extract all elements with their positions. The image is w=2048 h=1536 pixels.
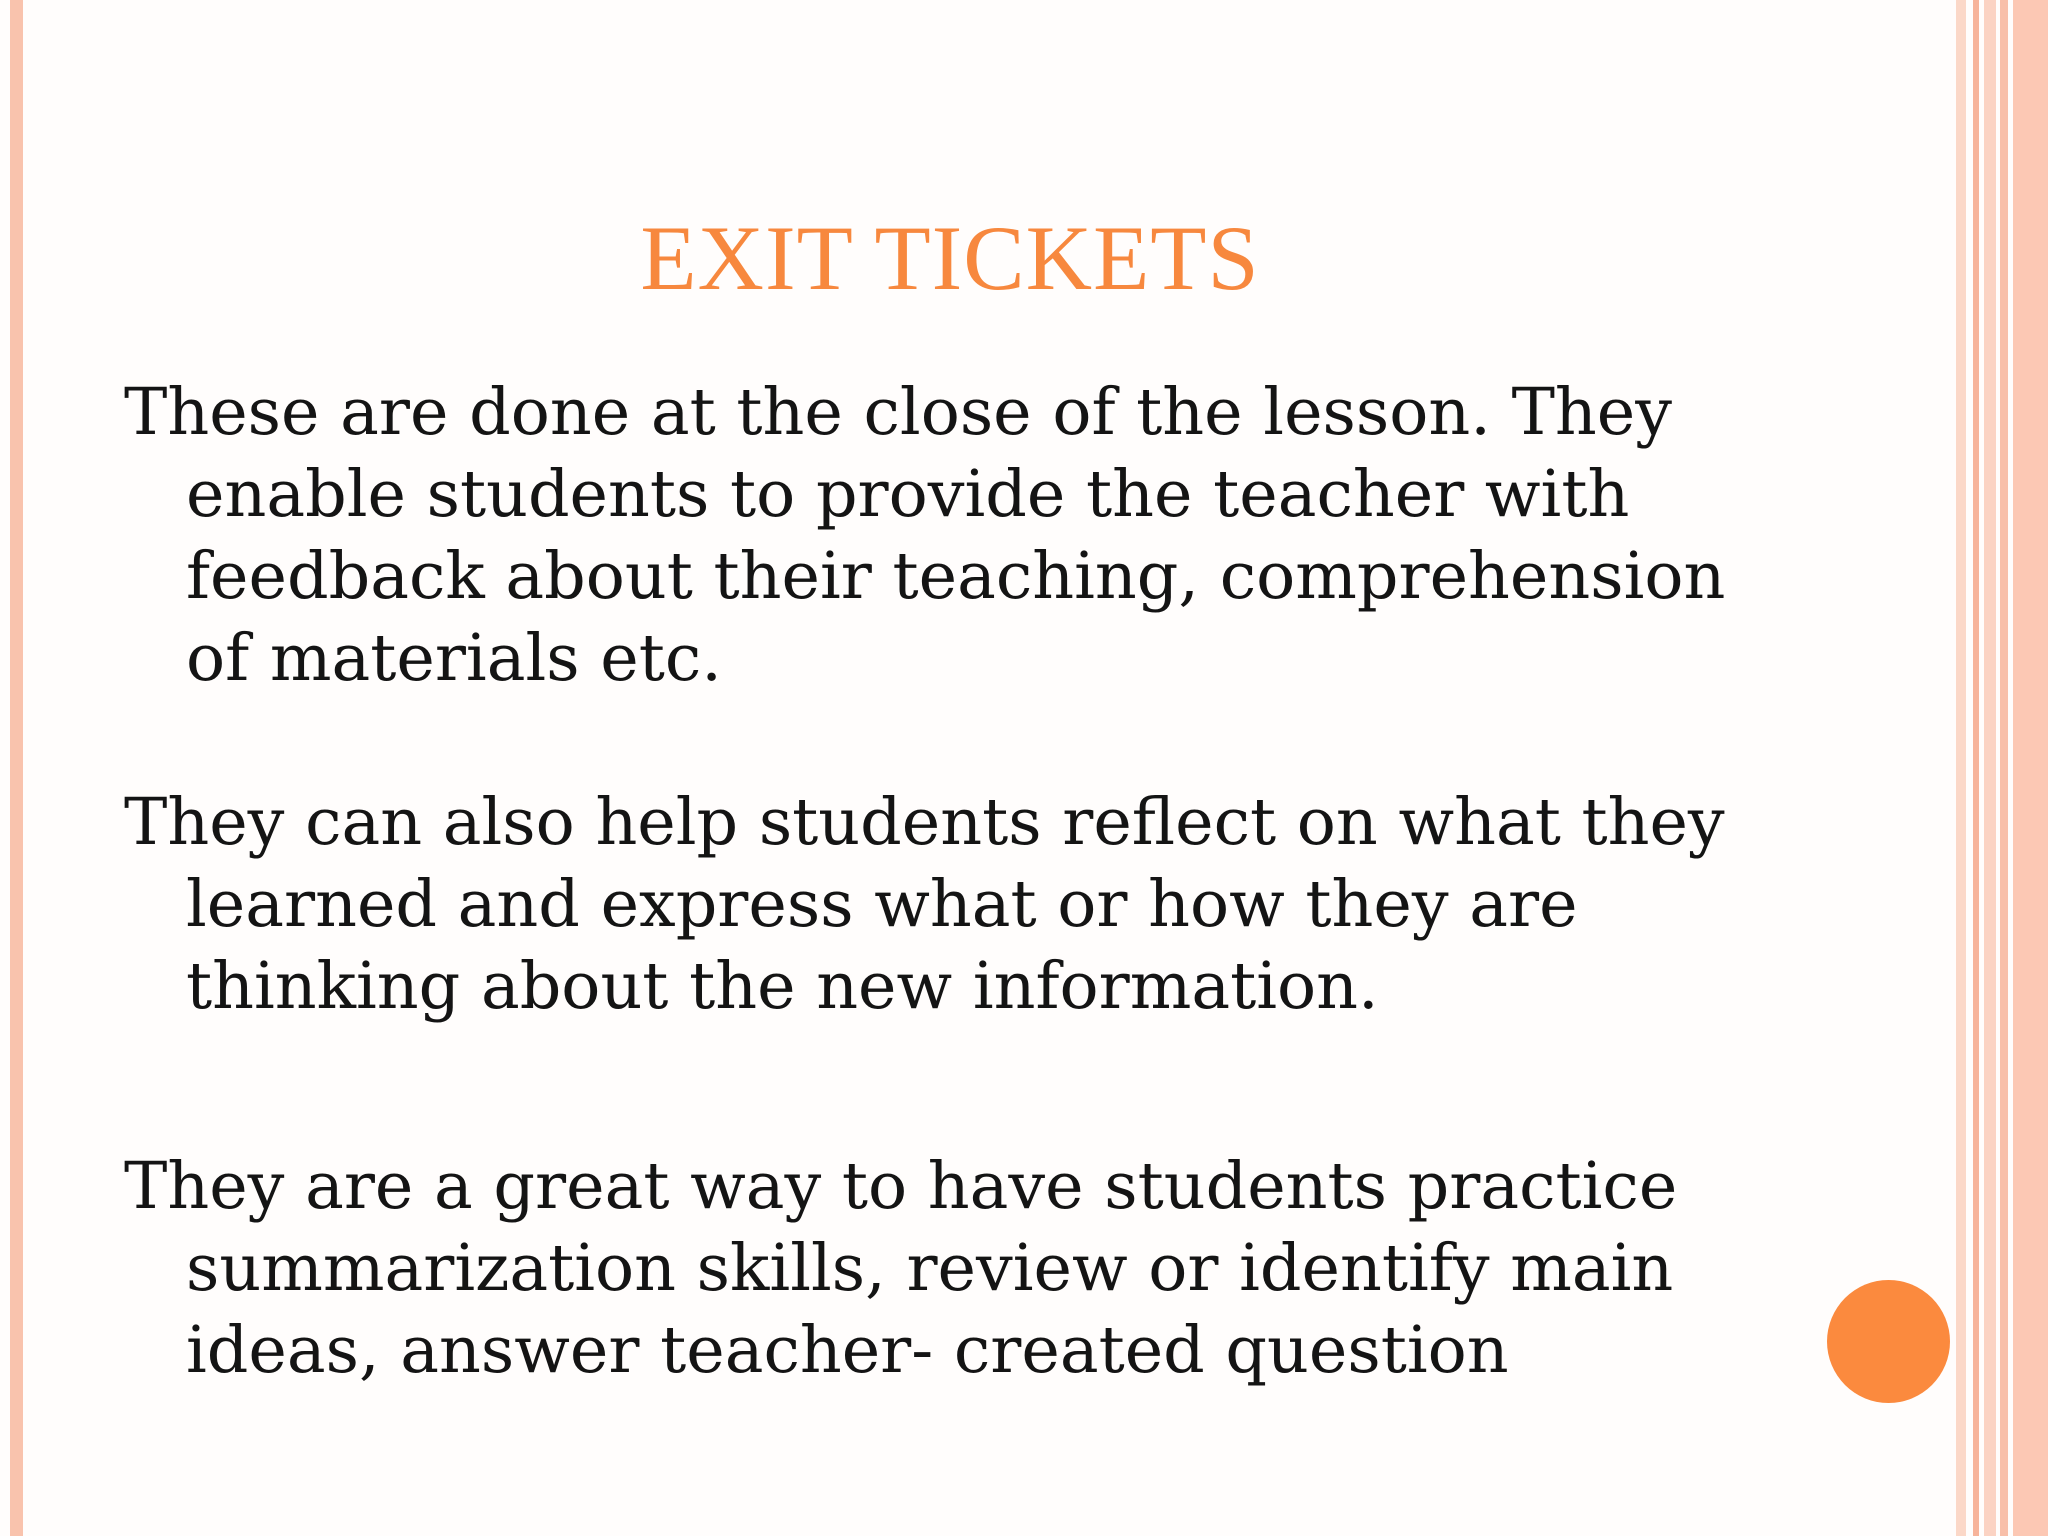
body-paragraph: They can also help students reflect on what they learned and express what or how they are thinking about the new information. xyxy=(124,785,1725,1024)
slide-title: EXIT TICKETS xyxy=(640,207,1260,309)
right-border-stripe xyxy=(2000,0,2008,1536)
right-border-stripe xyxy=(2013,0,2048,1536)
body-paragraph: They are a great way to have students practice summarization skills, review or identify main ideas, answer teacher- created question xyxy=(124,1149,1678,1388)
right-border-stripe xyxy=(1984,0,1996,1536)
body-paragraph: These are done at the close of the lesson. They enable students to provide the teacher with feedback about their teaching, comprehension of materials etc. xyxy=(124,375,1726,696)
decorative-orange-circle xyxy=(1827,1280,1950,1403)
slide-body xyxy=(124,372,1764,1392)
right-border-stripe xyxy=(1973,0,1979,1536)
right-border-stripe xyxy=(1956,0,1966,1536)
